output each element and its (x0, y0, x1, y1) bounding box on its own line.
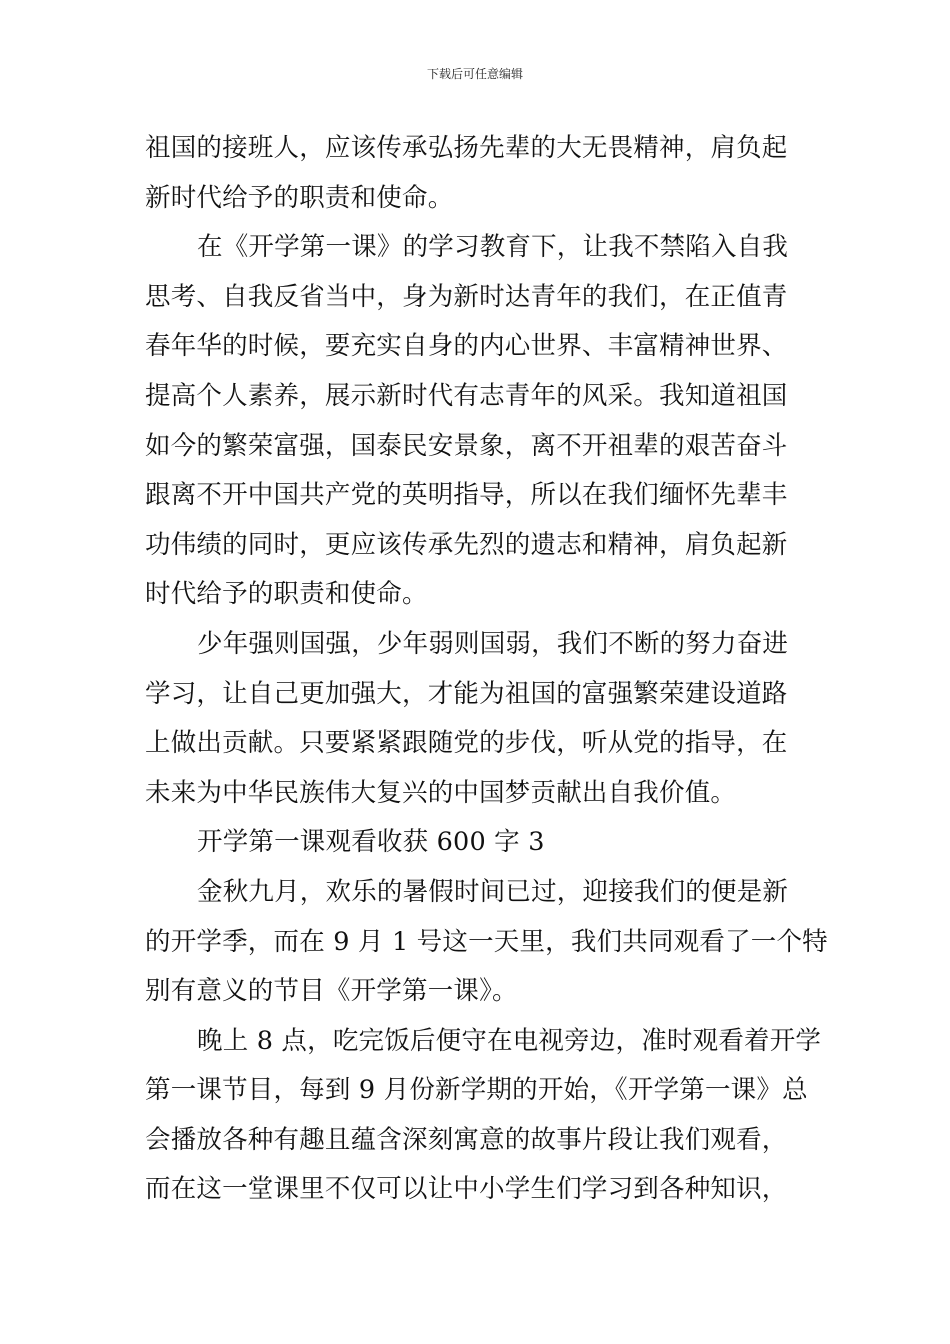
text-line: 的开学季，而在 9 月 1 号这一天里，我们共同观看了一个特 (145, 926, 828, 957)
page-header: 下载后可任意编辑 (426, 67, 523, 81)
text-line: 思考、自我反省当中，身为新时达青年的我们，在正值青 (145, 281, 788, 312)
text-line: 提高个人素养，展示新时代有志青年的风采。我知道祖国 (145, 380, 788, 411)
text-line: 祖国的接班人，应该传承弘扬先辈的大无畏精神，肩负起 (145, 133, 788, 163)
text-line: 如今的繁荣富强，国泰民安景象，离不开祖辈的艰苦奋斗 (145, 430, 788, 461)
text-line: 会播放各种有趣且蕴含深刻寓意的故事片段让我们观看， (145, 1124, 788, 1155)
paragraph (145, 223, 810, 620)
paragraph (145, 124, 810, 223)
text-line: 第一课节目，每到 9 月份新学期的开始，《开学第一课》总 (145, 1075, 808, 1106)
text-line: 上做出贡献。只要紧紧跟随党的步伐，听从党的指导，在 (145, 728, 788, 759)
text-line: 金秋九月，欢乐的暑假时间已过，迎接我们的便是新 (197, 876, 789, 907)
document-body (145, 124, 828, 1215)
text-line: 功伟绩的同时，更应该传承先烈的遗志和精神，肩负起新 (145, 529, 788, 560)
paragraph (145, 1017, 822, 1215)
heading-line: 开学第一课观看收获 600 字 3 (197, 827, 545, 858)
text-line: 别有意义的节目《开学第一课》。 (145, 976, 518, 1007)
text-line: 跟离不开中国共产党的英明指导，所以在我们缅怀先辈丰 (145, 480, 788, 511)
text-line: 新时代给予的职责和使命。 (145, 182, 454, 213)
text-line: 时代给予的职责和使命。 (145, 579, 428, 610)
text-line: 少年强则国强，少年弱则国弱，我们不断的努力奋进 (197, 628, 789, 659)
paragraph (145, 868, 828, 1017)
text-line: 学习，让自己更加强大，才能为祖国的富强繁荣建设道路 (145, 678, 788, 709)
text-line: 未来为中华民族伟大复兴的中国梦贡献出自我价值。 (145, 777, 737, 808)
paragraph (145, 620, 810, 818)
text-line: 晚上 8 点，吃完饭后便守在电视旁边，准时观看着开学 (197, 1025, 822, 1056)
text-line: 在《开学第一课》的学习教育下，让我不禁陷入自我 (197, 232, 789, 263)
section-heading (145, 818, 810, 868)
text-line: 而在这一堂课里不仅可以让中小学生们学习到各种知识， (145, 1174, 788, 1205)
text-line: 春年华的时候，要充实自身的内心世界、丰富精神世界、 (145, 331, 788, 362)
